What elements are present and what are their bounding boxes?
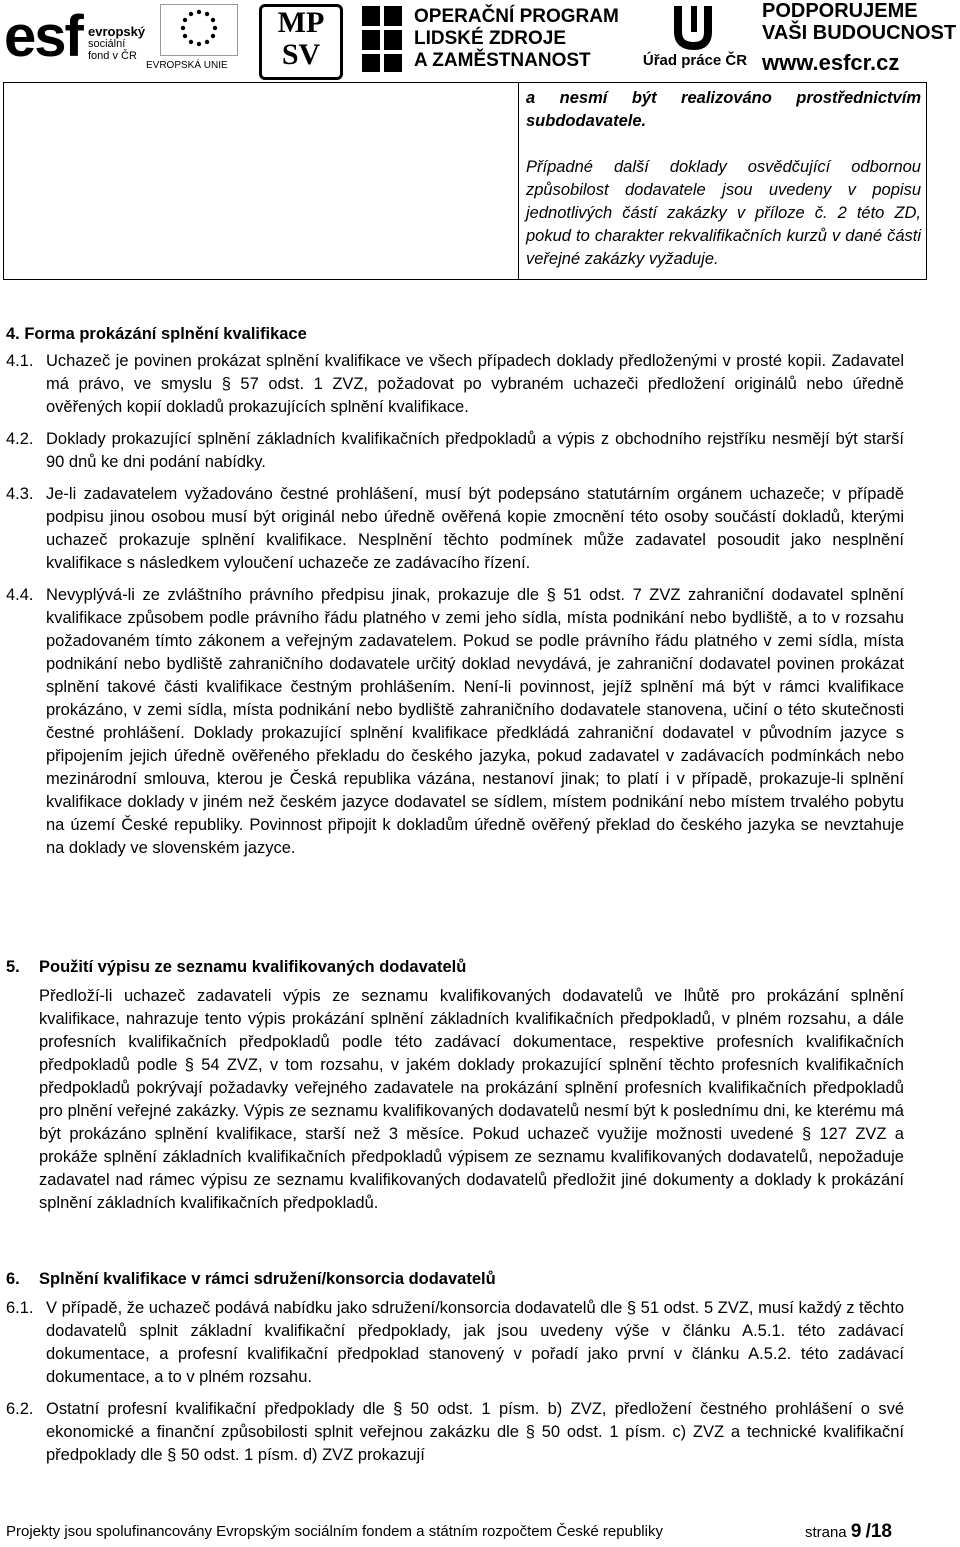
table-italic-text: Případné další doklady osvědčující odbornou způsobilost dodavatele jsou uvedeny v popisu jednotlivých částí zakázky v příloze č. 2 této ZD, pokud to charakter rekvalifikačních kurzů v dané části veřejné zakázky vyžaduje. (526, 158, 921, 268)
page-current: 9 (850, 1521, 862, 1542)
section-6-heading (6, 1268, 904, 1291)
mpsv-line: MP (277, 6, 325, 39)
page-total: /18 (865, 1521, 892, 1542)
item-text: Je-li zadavatelem vyžadováno čestné prohlášení, musí být podepsáno statutárním orgánem uchazeče; v případě podpisu jinou osobou musí být originál nebo úředně ověřená kopie zmocnění této osoby součástí dokladů, kterými uchazeč prokazuje splnění kvalifikace. Nesplnění těchto podmínek může zadavatel posoudit jako nesplnění kvalifikace s následkem vyloučení uchazeče ze zadávacího řízení. (46, 485, 904, 572)
section-5-text: Předloží-li uchazeč zadavateli výpis ze seznamu kvalifikovaných dodavatelů ve lhůtě pro prokázání splnění kvalifikace, nahrazuje tento výpis prokázání splnění základních kvalifikačních předpokladů, v plném rozsahu, a dále profesních kvalifikačních předpokladů podle této zadávací dokumentace, respektive profesních kvalifikačních předpokladů podle § 54 ZVZ, v tom rozsahu, v jakém doklady prokazující splnění těchto profesních kvalifikačních předpokladů pokrývají požadavky veřejného zadavatele na prokázání splnění profesních kvalifikačních předpokladů pro plnění veřejné zakázky. Výpis ze seznamu kvalifikovaných dodavatelů nesmí být k poslednímu dni, ke kterému má být prokázáno splnění kvalifikace, starší než 3 měsíce. Pokud uchazeč využije možnosti uvedené § 127 ZVZ a prokáže splnění základních kvalifikačních předpokladů výpisem ze seznamu kvalifikovaných dodavatelů, nepožaduje zadavatel nad rámec výpisu ze seznamu kvalifikovaných dodavatelů předložit jiné dokumenty a doklady k prokázání splnění základních kvalifikačních předpokladů. (39, 987, 904, 1212)
section-5-title: Použití výpisu ze seznamu kvalifikovaných dodavatelů (39, 958, 467, 976)
section-5-heading (6, 956, 904, 979)
esf-text-line: sociální (88, 38, 126, 50)
section-6-number: 6. (6, 1270, 20, 1288)
item-number: 4.2. (6, 430, 34, 448)
header-logos (0, 0, 960, 80)
list-item (6, 584, 904, 860)
page-label: strana (804, 1524, 847, 1541)
list-item (6, 1297, 904, 1389)
page-number (805, 1522, 892, 1543)
list-item (6, 1398, 904, 1467)
esf-text-line: fond v ČR (88, 50, 137, 62)
urad-prace-logo (636, 0, 754, 78)
item-number: 4.4. (6, 586, 34, 604)
op-title-line: OPERAČNÍ PROGRAM (414, 6, 619, 27)
section-4 (6, 323, 904, 860)
list-item (6, 350, 904, 419)
podporujeme-line: PODPORUJEME (762, 0, 918, 22)
item-text: Nevyplývá-li ze zvláštního právního předpisu jinak, prokazuje dle § 51 odst. 7 ZVZ zahraniční dodavatel splnění kvalifikace způsobem podle právního řádu platného v zemi jeho sídla, místa podnikání nebo bydliště, a to v rozsahu požadovaném tímto zákonem a veřejným zadavatelem. Pokud se podle právního řádu platného v zemi sídla, místa podnikání nebo bydliště zahraničního dodavatele určitý doklad nevydává, je zahraniční dodavatel povinen prokázat splnění takové části kvalifikace čestným prohlášením. Není-li povinnost, jejíž splnění má být v rámci kvalifikace prokázáno, v zemi sídla, místa podnikání nebo bydliště zahraničního dodavatele stanovena, učiní o této skutečnosti čestné prohlášení. Doklady prokazující splnění kvalifikace předkládá zahraniční dodavatel v původním jazyce s připojením jejich úředně ověřeného překladu do českého jazyka, pokud zadavatel v zadávacích podmínkách nebo mezinárodní smlouva, kterou je Česká republika vázána, nestanoví jinak; to platí i v případě, prokazuje-li splnění kvalifikace doklady v jiném než českém jazyce dodavatel se sídlem, místem podnikání nebo místem trvalého pobytu na území České republiky. Povinnost připojit k dokladům úředně ověřený překlad do českého jazyka se nevztahuje na doklady ve slovenském jazyce. (46, 586, 904, 857)
item-text: Uchazeč je povinen prokázat splnění kvalifikace ve všech případech doklady předloženými v prosté kopii. Zadavatel má právo, ve smyslu § 57 odst. 1 ZVZ, požadovat po vybraném uchazeči předložení originálů nebo úředně ověřených kopií dokladů prokazujících splnění kvalifikace. (46, 352, 904, 416)
esf-url: www.esfcr.cz (762, 50, 900, 75)
section-4-title: 4. Forma prokázání splnění kvalifikace (6, 325, 307, 343)
section-6-title: Splnění kvalifikace v rámci sdružení/konsorcia dodavatelů (39, 1270, 496, 1288)
op-title-line: LIDSKÉ ZDROJE (414, 28, 567, 49)
mpsv-box (259, 4, 343, 80)
table-left-cell (4, 83, 519, 279)
op-title-line: A ZAMĚSTNANOST (414, 50, 591, 71)
urad-prace-mark-icon (658, 2, 728, 52)
table-right-cell (526, 87, 921, 271)
podporujeme-logo (762, 0, 960, 78)
footer-text: Projekty jsou spolufinancovány Evropským sociálním fondem a státním rozpočtem České republiky (6, 1523, 663, 1540)
section-5 (6, 956, 904, 1215)
puzzle-icon (360, 4, 406, 74)
table-bold-line: a nesmí být realizováno prostřednictvím subdodavatele. (526, 89, 921, 130)
item-number: 6.2. (6, 1400, 34, 1418)
item-text: V případě, že uchazeč podává nabídku jako sdružení/konsorcia dodavatelů dle § 51 odst. 5 ZVZ, musí každý z těchto dodavatelů splnit základní kvalifikační předpoklady, jak jsou uvedeny výše v článku A.5.1. této zadávací dokumentace, a profesní kvalifikační předpoklad stanovený v pořadí jako první v článku A.5.2. této zadávací dokumentace, a to v plném rozsahu. (46, 1299, 904, 1386)
esf-mark (4, 4, 82, 74)
eu-label: EVROPSKÁ UNIE (146, 60, 228, 71)
list-item (6, 483, 904, 575)
podporujeme-line: VAŠI BUDOUCNOST (762, 22, 957, 44)
urad-prace-label: Úřad práce ČR (642, 52, 748, 69)
item-number: 4.1. (6, 352, 34, 370)
item-number: 4.3. (6, 485, 34, 503)
page-footer (6, 1522, 906, 1542)
section-5-number: 5. (6, 958, 20, 976)
esf-logo (0, 0, 240, 78)
qualification-table (3, 82, 927, 280)
item-number: 6.1. (6, 1299, 34, 1317)
esf-text-line: evropský (88, 24, 146, 39)
mpsv-logo (255, 0, 343, 78)
esf-mark-text: esf (4, 4, 82, 69)
eu-flag-icon (160, 4, 238, 56)
mpsv-line: SV (281, 38, 321, 71)
esf-text (88, 26, 145, 62)
section-6 (6, 1268, 904, 1467)
list-item (6, 428, 904, 474)
op-lzz-logo (360, 0, 630, 78)
item-text: Ostatní profesní kvalifikační předpoklady dle § 50 odst. 1 písm. b) ZVZ, předložení čestného prohlášení o své ekonomické a finanční způsobilosti splnit veřejnou zakázku dle § 50 odst. 1 písm. c) ZVZ a technické kvalifikační předpoklady dle § 50 odst. 1 písm. d) ZVZ prokazují (46, 1400, 904, 1464)
podporujeme-text (762, 0, 956, 44)
item-text: Doklady prokazující splnění základních kvalifikačních předpokladů a výpis z obchodního rejstříku nesmějí být starší 90 dnů ke dni podání nabídky. (46, 430, 904, 471)
op-title (414, 6, 619, 72)
